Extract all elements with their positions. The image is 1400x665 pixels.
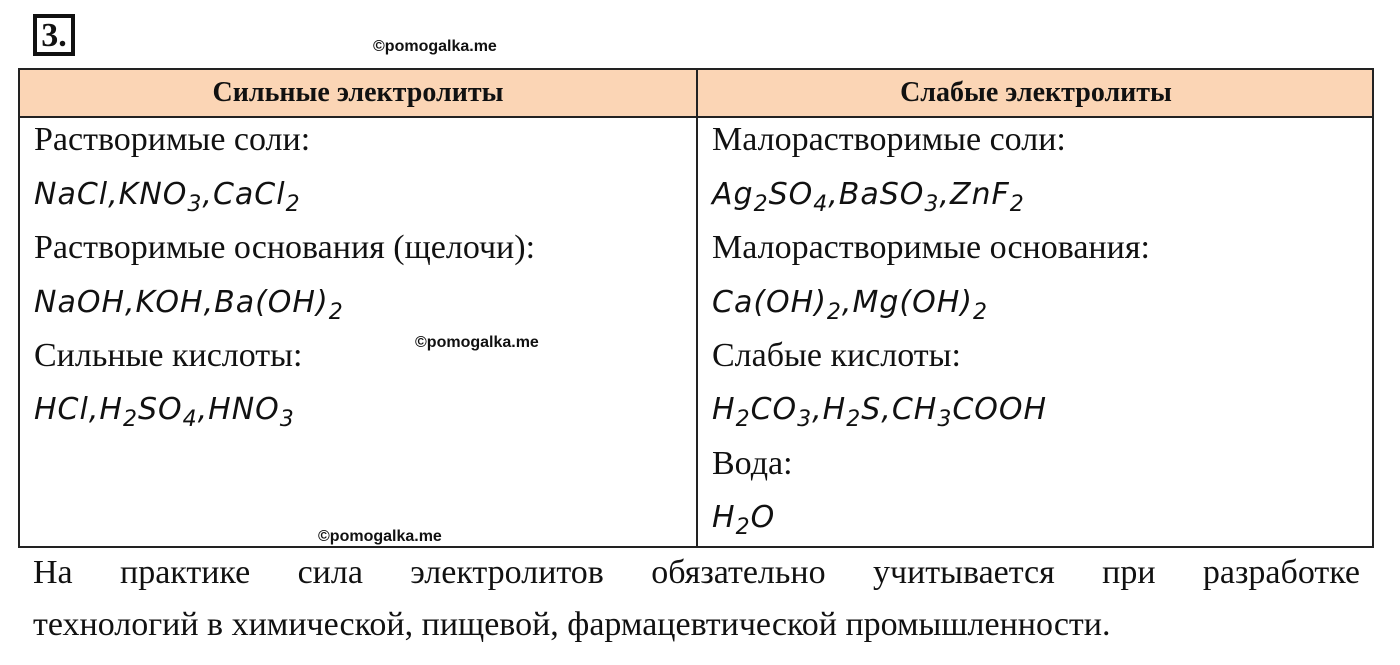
column-divider [696,70,698,546]
paragraph-line-1: На практике сила электролитов обязательно учитывается при разработке [33,554,1360,591]
watermark-middle: ©pomogalka.me [415,334,539,351]
strong-formulas-salts: $NaCl,KNO_3,CaCl_2$ [34,177,301,217]
paragraph-line-2: технологий в химической, пищевой, фармацевтической промышленности. [33,606,1111,643]
weak-label-bases: Малорастворимые основания: [712,229,1150,266]
header-weak-electrolytes: Слабые электролиты [900,77,1172,108]
weak-formulas-acids: $H_2CO_3,H_2S,CH_3COOH$ [712,392,1048,432]
electrolytes-table [18,68,1374,548]
strong-label-soluble-salts: Растворимые соли: [34,121,311,158]
task-number: 3. [33,14,75,56]
header-strong-electrolytes: Сильные электролиты [212,77,504,108]
strong-label-alkalis: Растворимые основания (щелочи): [34,229,536,266]
weak-formulas-salts: $Ag_2SO_4,BaSO_3,ZnF_2$ [712,177,1025,217]
weak-label-water: Вода: [712,445,793,482]
weak-label-acids: Слабые кислоты: [712,337,961,374]
watermark-top: ©pomogalka.me [373,38,497,55]
weak-label-salts: Малорастворимые соли: [712,121,1066,158]
strong-label-acids: Сильные кислоты: [34,337,303,374]
strong-formulas-bases: $NaOH,KOH,Ba(OH)_2$ [34,285,344,325]
watermark-bottom: ©pomogalka.me [318,528,442,545]
weak-formulas-water: $H_2O$ [712,500,776,540]
weak-formulas-bases: $Ca(OH)_2,Mg(OH)_2$ [712,285,988,325]
strong-formulas-acids: $HCl,H_2SO_4,HNO_3$ [34,392,295,432]
